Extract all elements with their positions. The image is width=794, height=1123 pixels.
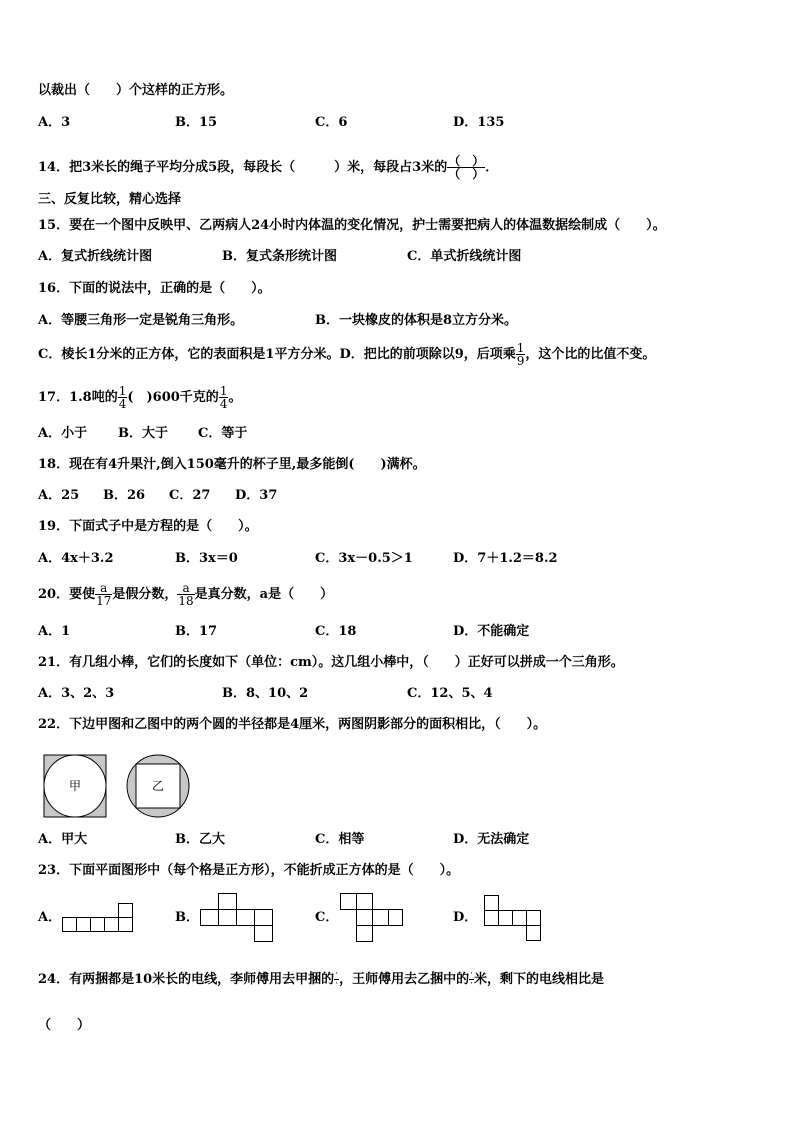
q14-fraction xyxy=(447,155,485,180)
question-15: 15．要在一个图中反映甲、乙两病人24小时内体温的变化情况，护士需要把病人的体温数据绘制成（ ）。 xyxy=(38,218,666,233)
question-22: 22．下边甲图和乙图中的两个圆的半径都是4厘米，两图阴影部分的面积相比，（ ）。 xyxy=(38,717,547,732)
q16-frac-denominator: 9 xyxy=(516,354,525,368)
q23-label-c: C． xyxy=(315,910,339,925)
q22-option-d: D．无法确定 xyxy=(453,832,530,847)
q14-number: 14． xyxy=(38,160,70,175)
q20-frac1-numerator: a xyxy=(100,581,108,595)
q14-end: ． xyxy=(485,160,499,175)
q16-option-c-d-text: C．棱长1分米的正方体，它的表面积是1平方分米。D．把比的前项除以9，后项乘 xyxy=(38,347,516,362)
q20-frac2-denominator: 18 xyxy=(178,594,194,608)
q15-option-c: C．单式折线统计图 xyxy=(407,249,522,264)
q24-text-b: ，王师傅用去乙捆中的 xyxy=(339,972,470,987)
q20-fraction-2 xyxy=(177,582,194,607)
q20-option-c: C．18 xyxy=(315,624,357,639)
q19-option-d: D．7＋1.2＝8.2 xyxy=(453,551,558,566)
q17-frac-numerator: 1 xyxy=(118,384,127,398)
q13-option-c: C．6 xyxy=(315,115,348,130)
q20-text-c: 是真分数，a是（ ） xyxy=(194,587,334,602)
q15-option-b: B．复式条形统计图 xyxy=(222,249,337,264)
question-16: 16．下面的说法中，正确的是（ ）。 xyxy=(38,281,271,296)
q15-option-a: A．复式折线统计图 xyxy=(38,249,153,264)
q23-label-a: A． xyxy=(38,910,62,925)
q19-option-a: A．4x＋3.2 xyxy=(38,551,114,566)
q16-option-a: A．等腰三角形一定是锐角三角形。 xyxy=(38,313,244,328)
q18-option-a: A．25 xyxy=(38,488,80,503)
q17-option-b: B．大于 xyxy=(118,426,168,441)
section-heading-3: 三、反复比较，精心选择 xyxy=(38,192,182,207)
q20-fraction-1 xyxy=(95,582,112,607)
q14-frac-denominator: （ ） xyxy=(448,167,485,181)
q17-fraction-1 xyxy=(118,385,128,410)
q17-option-a: A．小于 xyxy=(38,426,88,441)
q20-option-b: B．17 xyxy=(175,624,218,639)
q22-option-a: A．甲大 xyxy=(38,832,88,847)
q23-label-d: D． xyxy=(453,910,478,925)
q16-option-d-end: ，这个比的比值不变。 xyxy=(525,347,656,362)
figure-jia xyxy=(44,755,106,817)
q20-option-d: D．不能确定 xyxy=(453,624,530,639)
q14-frac-numerator: （ ） xyxy=(448,154,485,168)
q19-option-b: B．3x＝0 xyxy=(175,551,238,566)
q21-option-c: C．12、5、4 xyxy=(407,686,493,701)
question-19: 19．下面式子中是方程的是（ ）。 xyxy=(38,519,258,534)
q17-option-c: C．等于 xyxy=(198,426,248,441)
question-21: 21．有几组小棒，它们的长度如下（单位：cm）。这几组小棒中，（ ）正好可以拼成一个三角形。 xyxy=(38,655,624,670)
q20-frac2-numerator: a xyxy=(182,581,190,595)
q17-text-b: ( )600千克的 xyxy=(127,390,219,405)
q24-fraction-1: $\frac{\cdot}{\cdot}$ xyxy=(335,969,339,989)
q23-net-c xyxy=(340,893,405,942)
q19-option-c: C．3x－0.5＞1 xyxy=(315,551,413,566)
q22-option-b: B．乙大 xyxy=(175,832,225,847)
q23-net-a xyxy=(62,903,135,932)
q17-fraction-2 xyxy=(219,385,229,410)
question-13-continued: 以裁出（ ）个这样的正方形。 xyxy=(38,83,234,98)
q13-option-b: B．15 xyxy=(175,115,218,130)
q16-frac-numerator: 1 xyxy=(516,341,525,355)
q22-option-c: C．相等 xyxy=(315,832,365,847)
q20-option-a: A．1 xyxy=(38,624,71,639)
q17-text-a: 17．1.8吨的 xyxy=(38,390,118,405)
q21-option-a: A．3、2、3 xyxy=(38,686,115,701)
figure-jia-label: 甲 xyxy=(68,779,82,793)
q18-option-d: D．37 xyxy=(235,488,278,503)
figure-yi-label: 乙 xyxy=(151,779,165,793)
q18-option-b: B．26 xyxy=(103,488,146,503)
question-20 xyxy=(38,579,333,611)
q24-text-a: 24．有两捆都是10米长的电线，李师傅用去甲捆的 xyxy=(38,972,335,987)
q16-option-b: B．一块橡皮的体积是8立方分米。 xyxy=(315,313,518,328)
q17-frac2-denominator: 4 xyxy=(219,397,228,411)
q23-net-d xyxy=(484,895,544,942)
q20-frac1-denominator: 17 xyxy=(96,594,112,608)
q20-text-b: 是假分数， xyxy=(112,587,178,602)
q16-options-cd xyxy=(38,340,655,370)
q21-option-b: B．8、10、2 xyxy=(222,686,309,701)
q14-text: 把3米长的绳子平均分成5段，每段长（ ）米，每段占3米的 xyxy=(69,160,448,175)
q17-text-c: 。 xyxy=(228,390,242,405)
question-23: 23．下面平面图形中（每个格是正方形），不能折成正方体的是（ ）。 xyxy=(38,863,460,878)
question-14 xyxy=(38,154,498,182)
question-24 xyxy=(38,966,604,994)
question-18: 18．现在有4升果汁,倒入150毫升的杯子里,最多能倒( )满杯。 xyxy=(38,457,426,472)
question-17 xyxy=(38,383,241,413)
q23-label-b: B． xyxy=(175,910,199,925)
q13-option-d: D．135 xyxy=(453,115,505,130)
q24-fraction-2: $\frac{\cdot}{\cdot}$ xyxy=(470,969,473,989)
q24-text-c: 米，剩下的电线相比是 xyxy=(473,972,604,987)
q18-option-c: C．27 xyxy=(169,488,211,503)
q17-frac2-numerator: 1 xyxy=(219,384,228,398)
q13-option-a: A．3 xyxy=(38,115,71,130)
figure-yi xyxy=(127,755,189,817)
q16-fraction xyxy=(516,342,526,367)
q23-net-b xyxy=(200,893,275,942)
q17-frac-denominator: 4 xyxy=(118,397,127,411)
q24-answer-blank: （ ） xyxy=(38,1018,91,1033)
q20-text-a: 20．要使 xyxy=(38,587,96,602)
